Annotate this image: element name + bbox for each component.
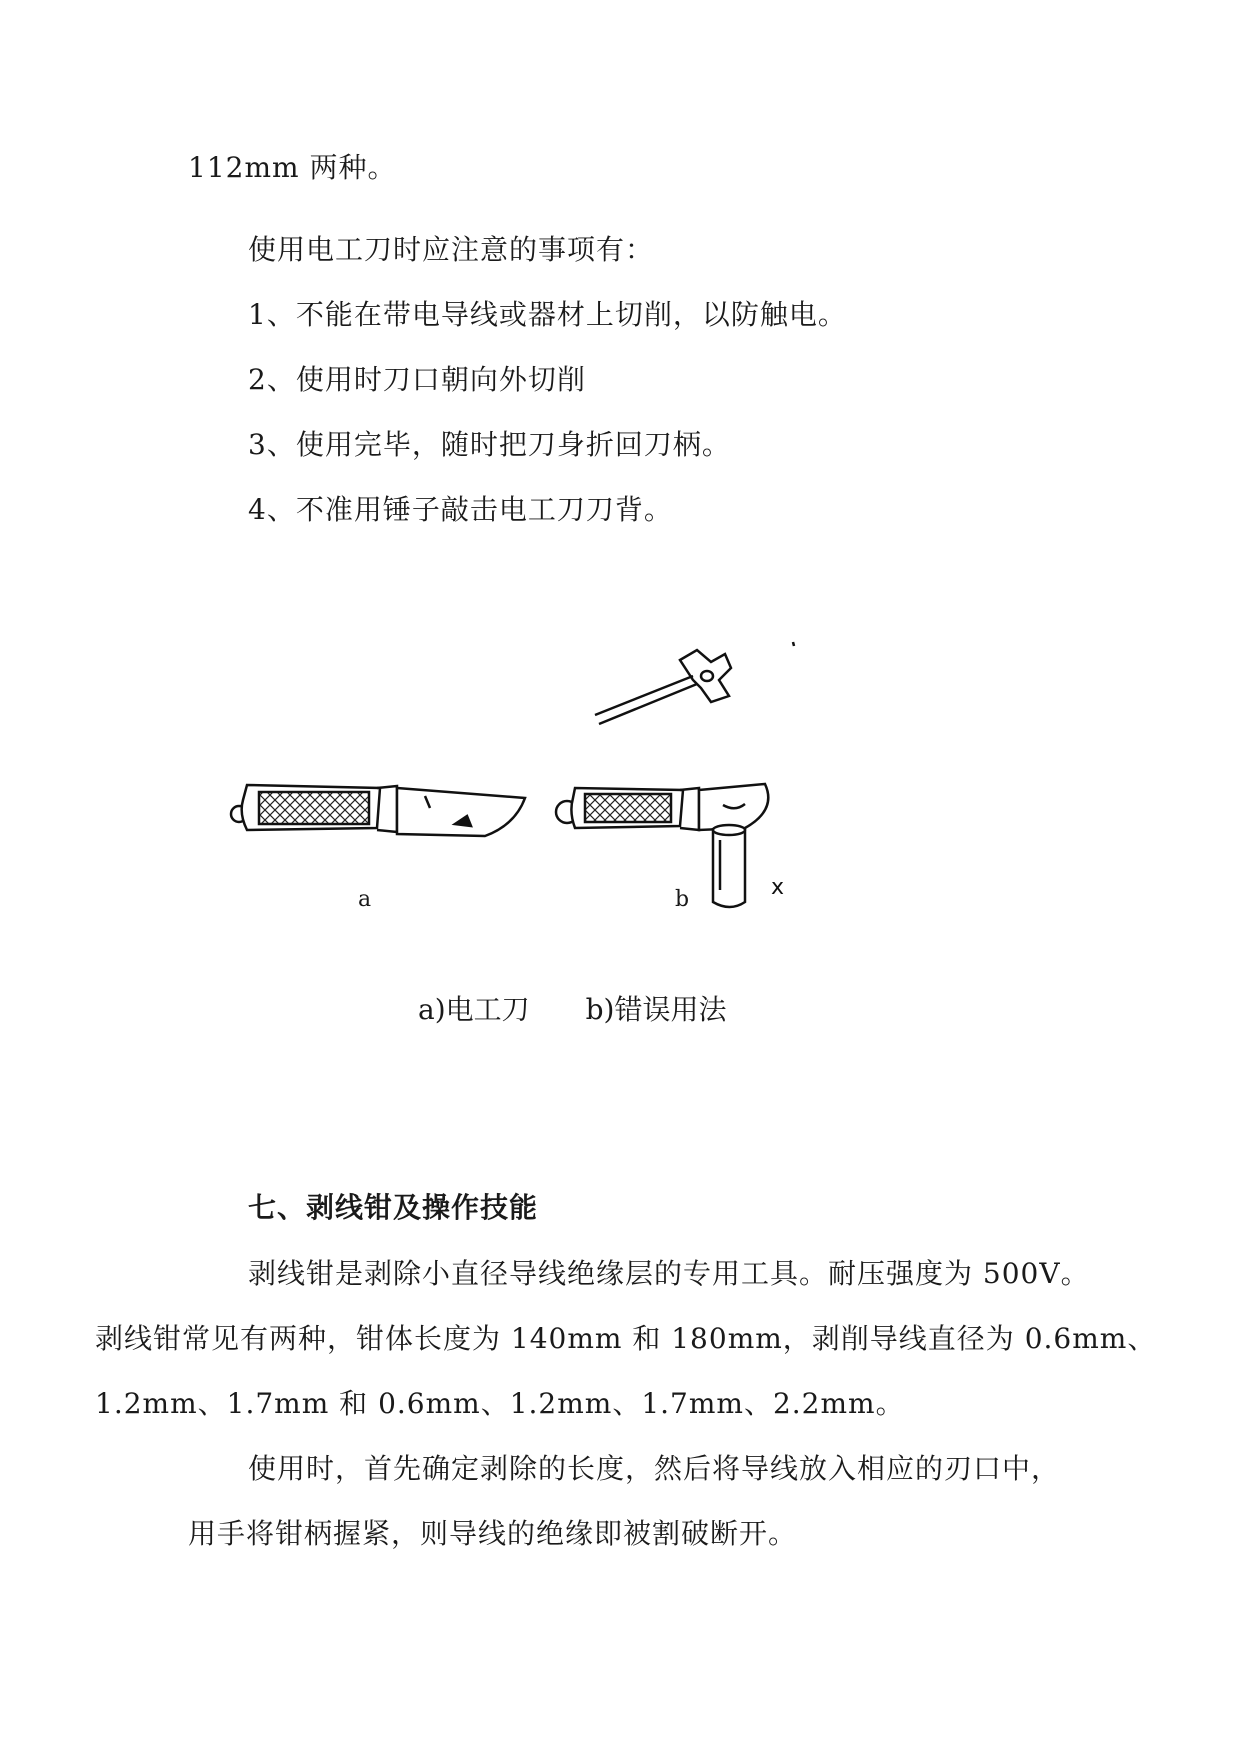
list-item: 1、不能在带电导线或器材上切削，以防触电。 (248, 298, 847, 331)
label-b: b (675, 887, 690, 912)
paragraph-text: 使用时，首先确定剥除的长度，然后将导线放入相应的刃口中， (248, 1452, 1061, 1485)
wrong-usage-drawing (556, 642, 794, 907)
paragraph-text: 剥线钳常见有两种，钳体长度为 140mm 和 180mm，剥削导线直径为 0.6mm、 (95, 1322, 1157, 1355)
figure-caption: a)电工刀 b)错误用法 (418, 993, 727, 1026)
paragraph-text: 1.2mm、1.7mm 和 0.6mm、1.2mm、1.7mm、2.2mm。 (95, 1387, 905, 1420)
knife-illustration (225, 640, 815, 900)
list-item: 2、使用时刀口朝向外切削 (248, 363, 586, 396)
paragraph-text: 112mm 两种。 (188, 151, 397, 184)
section-heading: 七、剥线钳及操作技能 (248, 1191, 539, 1224)
paragraph-text: 用手将钳柄握紧，则导线的绝缘即被割破断开。 (188, 1517, 798, 1550)
paragraph-text: 剥线钳是剥除小直径导线绝缘层的专用工具。耐压强度为 500V。 (248, 1257, 1090, 1290)
electrician-knife-drawing (231, 785, 525, 836)
list-item: 3、使用完毕，随时把刀身折回刀柄。 (248, 428, 731, 461)
list-item: 4、不准用锤子敲击电工刀刀背。 (248, 493, 673, 526)
paragraph-text: 使用电工刀时应注意的事项有： (248, 233, 655, 266)
wrong-mark: x (771, 875, 785, 900)
label-a: a (358, 887, 372, 912)
knife-figure (225, 640, 815, 930)
